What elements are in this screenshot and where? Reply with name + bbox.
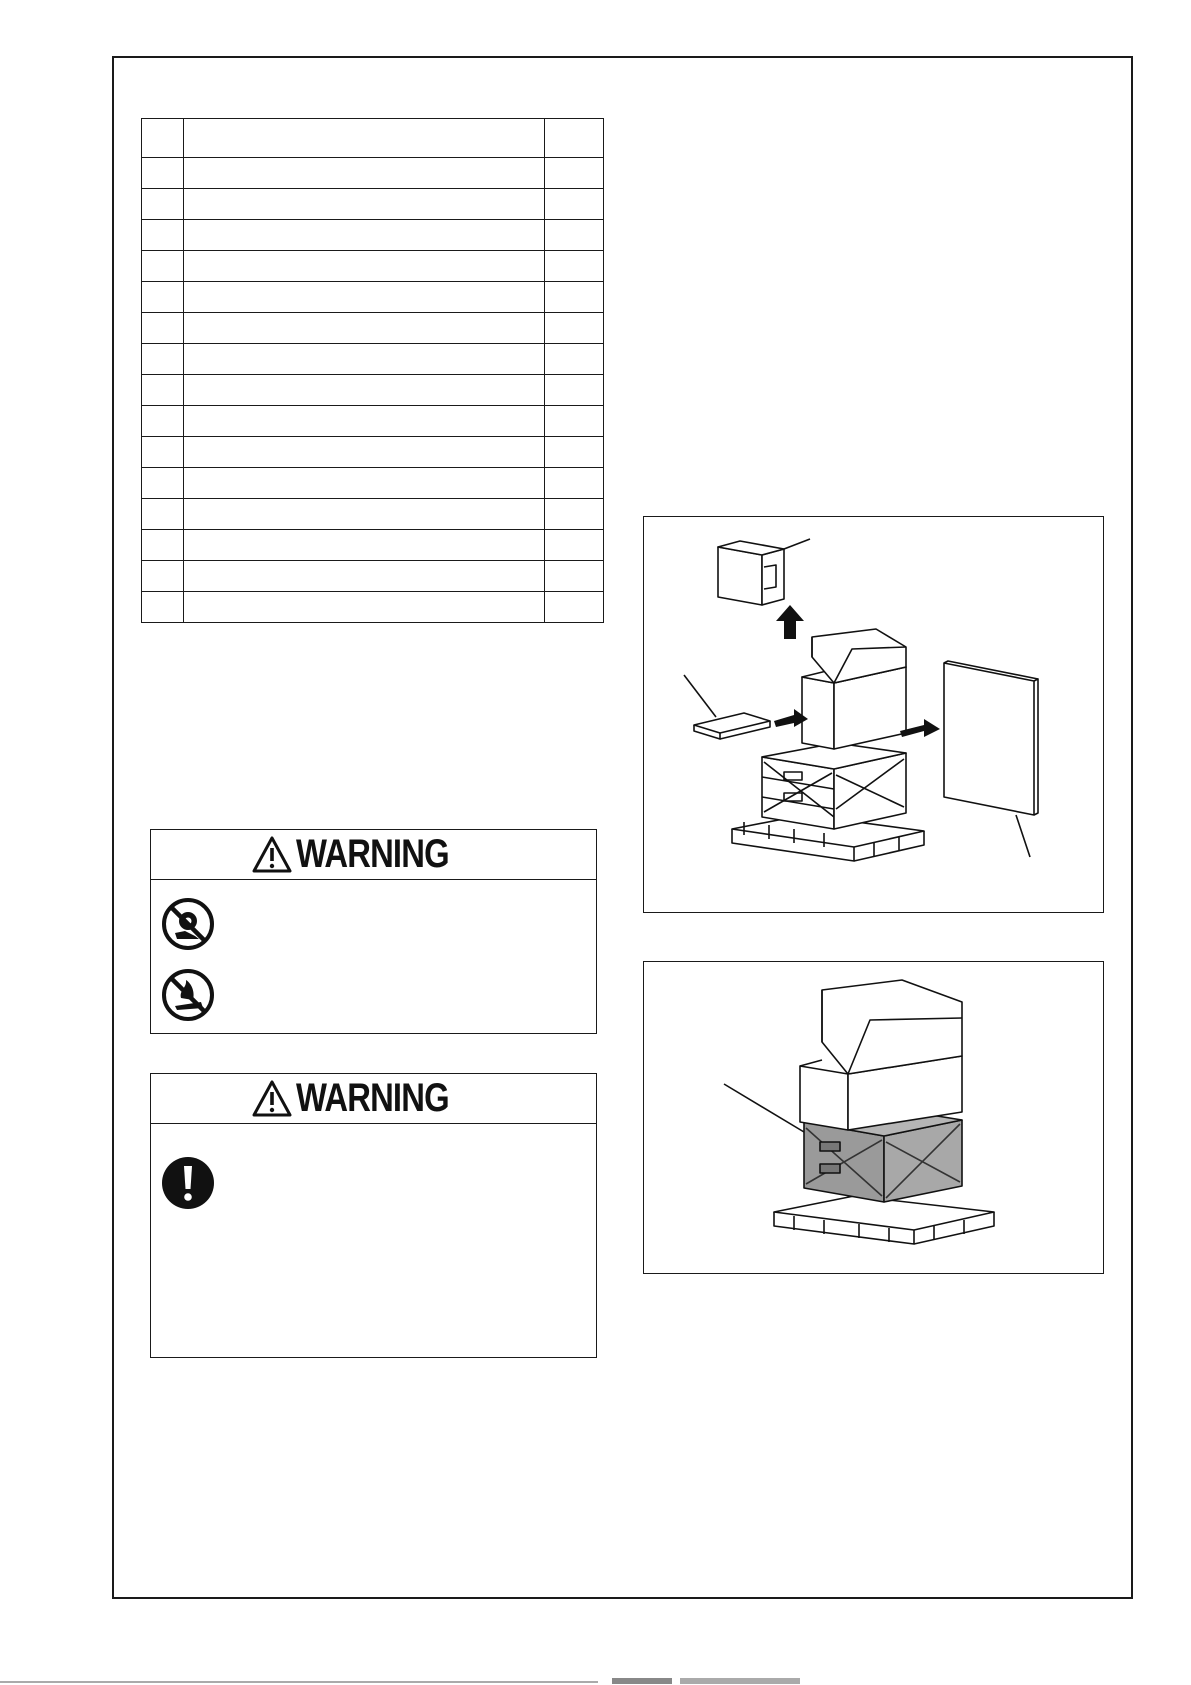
table-row <box>142 344 604 375</box>
table-row <box>142 251 604 282</box>
no-fire-icon <box>161 968 215 1022</box>
pallet <box>774 1196 994 1244</box>
table-row <box>142 158 604 189</box>
figure-2-illustration <box>644 962 1105 1275</box>
mandatory-action-icon <box>161 1156 215 1210</box>
figure-packed-machine <box>643 961 1104 1274</box>
table-row <box>142 375 604 406</box>
warning-title: WARNING <box>296 832 449 876</box>
box-icon <box>718 539 810 605</box>
warning-box-1 <box>150 829 597 1034</box>
table-row <box>142 499 604 530</box>
no-disassembly-icon <box>161 897 215 951</box>
warning-triangle-icon <box>251 1079 293 1119</box>
table-row <box>142 592 604 623</box>
table-row <box>142 189 604 220</box>
figure-1-illustration <box>644 517 1105 914</box>
figure-remove-packaging <box>643 516 1104 913</box>
warning-title: WARNING <box>296 1076 449 1120</box>
arrow-up-icon <box>776 605 804 639</box>
parts-table <box>141 118 604 623</box>
warning-box-2 <box>150 1073 597 1358</box>
warning-triangle-icon <box>251 835 293 875</box>
table-row <box>142 406 604 437</box>
bottom-edge-marks <box>0 1676 1191 1685</box>
table-row <box>142 468 604 499</box>
warning-header <box>151 830 596 880</box>
tray-icon <box>684 675 770 739</box>
machine-body <box>800 980 962 1130</box>
table-header-row <box>142 119 604 158</box>
table-row <box>142 561 604 592</box>
warning-header <box>151 1074 596 1124</box>
table-row <box>142 437 604 468</box>
panel-icon <box>944 661 1038 857</box>
table-row <box>142 220 604 251</box>
machine-body <box>802 629 906 749</box>
machine-base <box>762 743 906 829</box>
table-row <box>142 530 604 561</box>
table-row <box>142 282 604 313</box>
table-row <box>142 313 604 344</box>
